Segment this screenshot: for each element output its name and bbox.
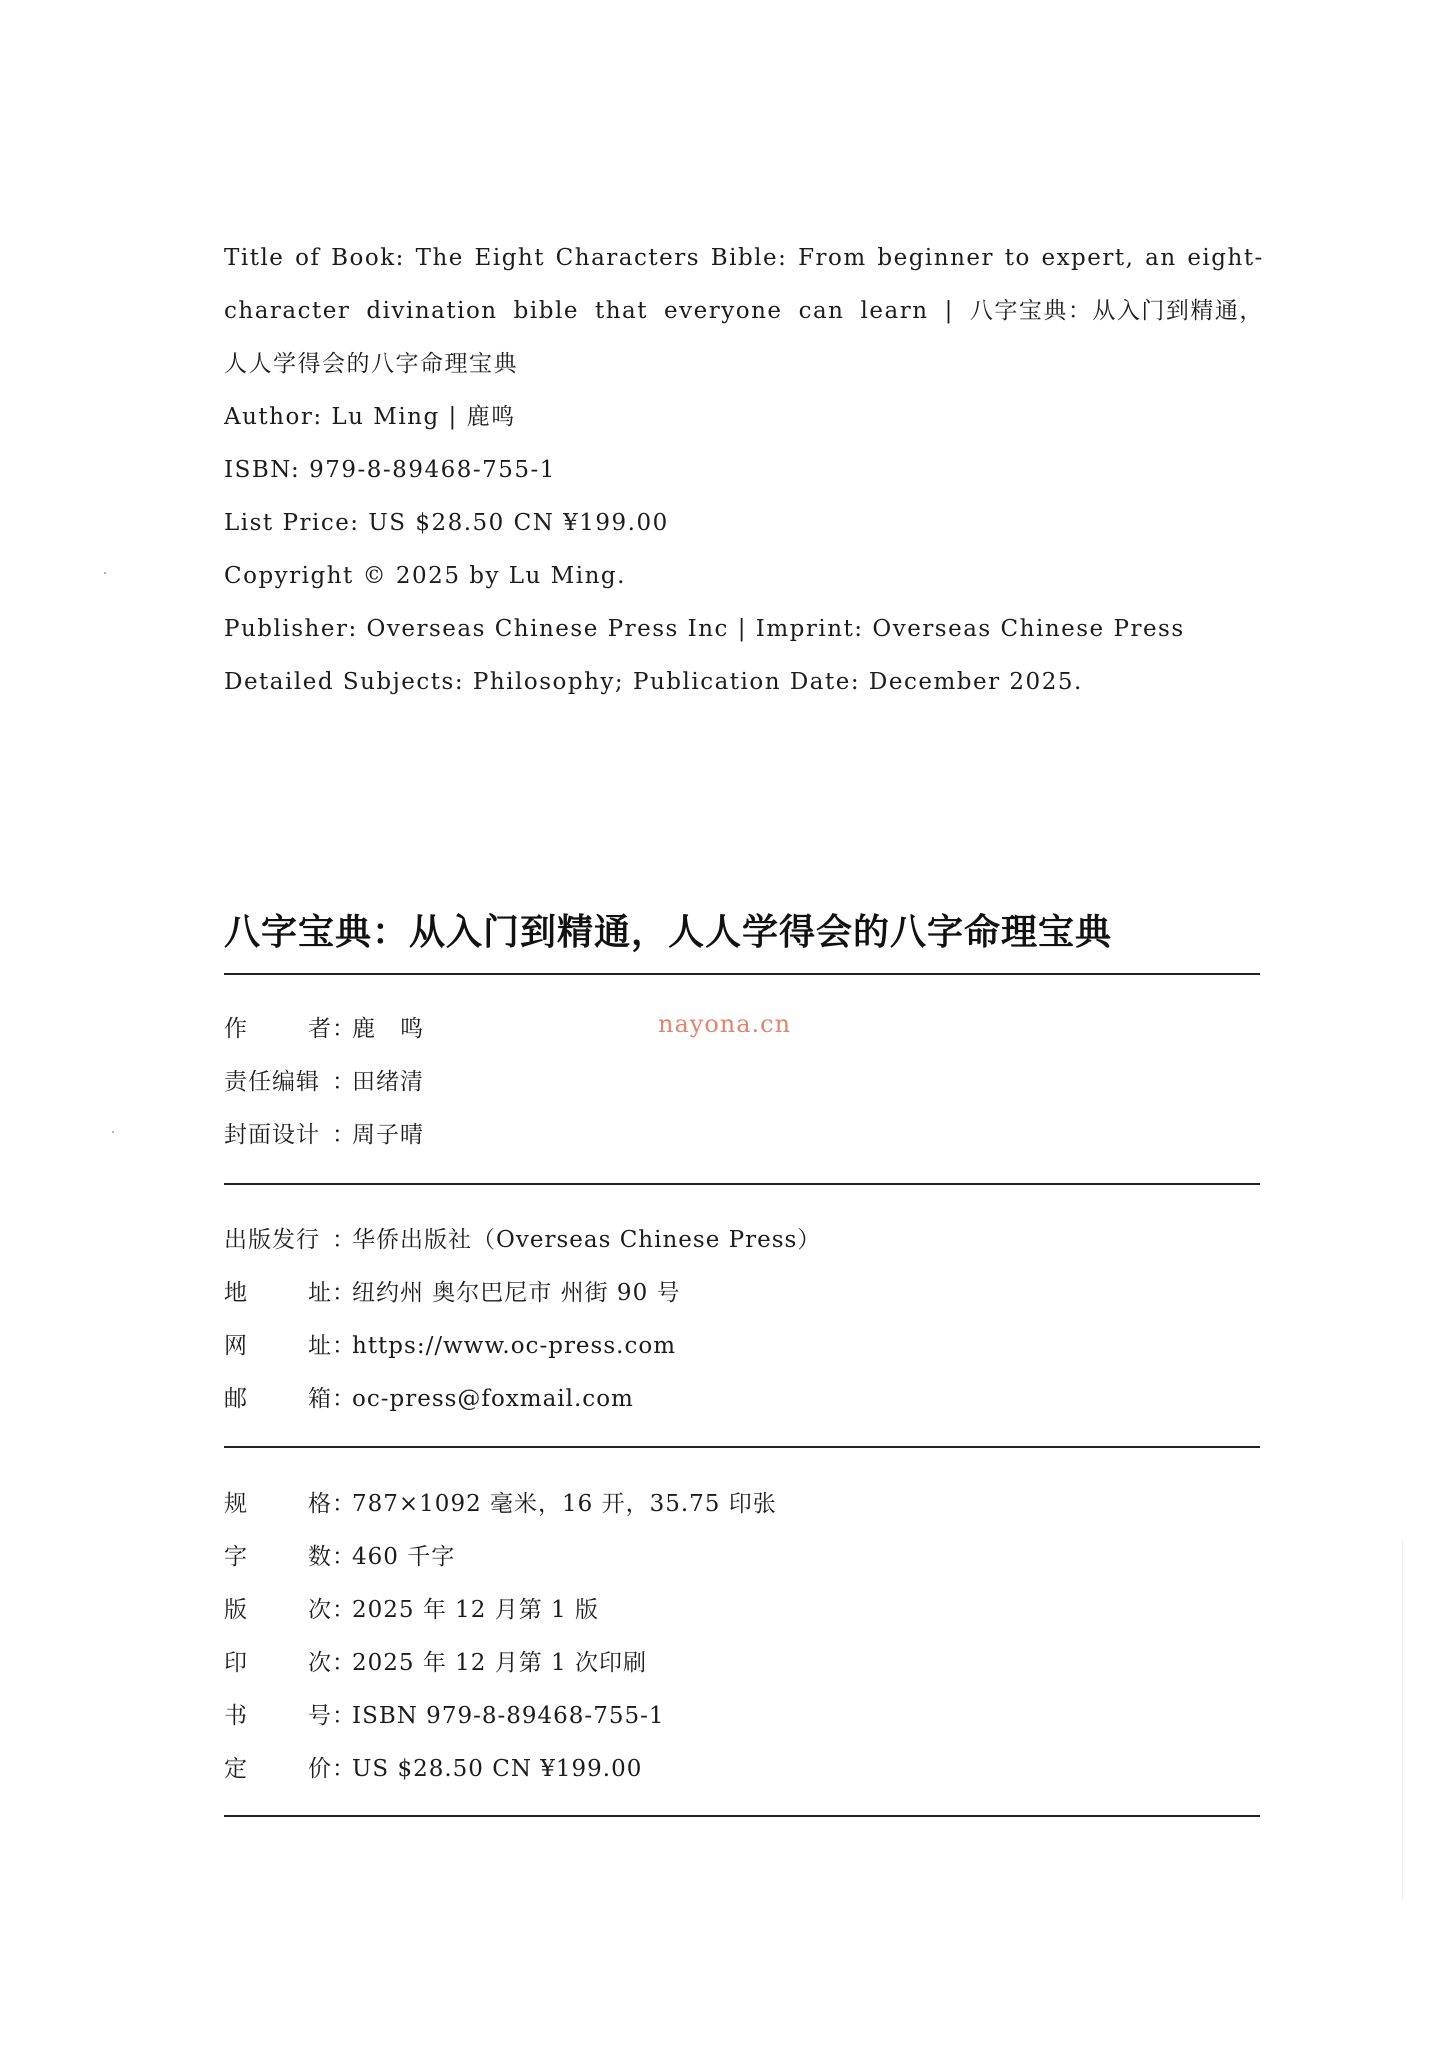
- info-label: [224, 1700, 332, 1732]
- label-char: 号: [308, 1703, 332, 1729]
- scan-speck: [104, 572, 106, 574]
- label-char: 网: [224, 1333, 248, 1359]
- info-row: [224, 1013, 424, 1045]
- info-value: 周子晴: [352, 1122, 424, 1148]
- info-value: oc-press@foxmail.com: [352, 1386, 634, 1412]
- title-word: expert,: [1041, 245, 1135, 271]
- title-line-1: [224, 243, 1264, 296]
- label-char: 邮: [224, 1386, 248, 1412]
- title-line-3: 人人学得会的八字命理宝典: [224, 351, 518, 377]
- title-word: Bible:: [710, 245, 788, 271]
- label-char: 数: [308, 1544, 332, 1570]
- title-word: From: [798, 245, 867, 271]
- info-value: US $28.50 CN ¥199.00: [352, 1756, 643, 1782]
- title-word: Title: [224, 245, 285, 271]
- label-colon: ：: [332, 1016, 355, 1042]
- info-value: ISBN 979-8-89468-755-1: [352, 1703, 665, 1729]
- label-char: 价: [308, 1756, 332, 1782]
- divider-rule: [224, 1183, 1260, 1185]
- title-word: bible: [513, 298, 579, 324]
- label-colon: ：: [332, 1333, 355, 1359]
- divider-rule: [224, 1815, 1260, 1817]
- label-colon: ：: [332, 1280, 355, 1306]
- title-word: character: [224, 298, 351, 324]
- info-row: [224, 1488, 777, 1520]
- title-word: 八字宝典：从入门到精通，: [969, 298, 1264, 324]
- label-char: 地: [224, 1280, 248, 1306]
- info-label: [224, 1277, 332, 1309]
- info-row: [224, 1224, 821, 1256]
- info-row: [224, 1330, 676, 1362]
- label-char: 定: [224, 1756, 248, 1782]
- info-row: [224, 1277, 681, 1309]
- info-value: 787×1092 毫米，16 开，35.75 印张: [352, 1491, 777, 1517]
- info-value: 2025 年 12 月第 1 次印刷: [352, 1650, 647, 1676]
- label-char: 址: [308, 1280, 332, 1306]
- title-word: to: [1004, 245, 1031, 271]
- label-char: 箱: [308, 1386, 332, 1412]
- info-row: [224, 1066, 424, 1098]
- chinese-book-title: 八字宝典：从入门到精通，人人学得会的八字命理宝典: [224, 912, 1113, 953]
- info-label: [224, 1753, 332, 1785]
- label-char: 作: [224, 1016, 248, 1042]
- label-colon: ：: [332, 1650, 355, 1676]
- label-colon: ：: [332, 1756, 355, 1782]
- copyright-line: Copyright © 2025 by Lu Ming.: [224, 563, 626, 589]
- isbn-line: ISBN: 979-8-89468-755-1: [224, 457, 556, 483]
- info-value: 纽约州 奥尔巴尼市 州街 90 号: [352, 1280, 681, 1306]
- info-label: 出版发行: [224, 1227, 320, 1253]
- title-word: |: [944, 298, 954, 324]
- label-colon: ：: [332, 1597, 355, 1623]
- title-word: Eight: [474, 245, 545, 271]
- scan-speck: [112, 1131, 114, 1133]
- watermark-text: nayona.cn: [658, 1010, 792, 1038]
- info-label: [224, 1594, 332, 1626]
- label-char: 字: [224, 1544, 248, 1570]
- info-label: [224, 1647, 332, 1679]
- title-word: learn: [860, 298, 929, 324]
- info-row: [224, 1594, 599, 1626]
- label-char: 址: [308, 1333, 332, 1359]
- divider-rule: [224, 1446, 1260, 1448]
- info-value: 鹿 鸣: [352, 1016, 424, 1042]
- info-label: 封面设计: [224, 1122, 320, 1148]
- list-price-line: List Price: US $28.50 CN ¥199.00: [224, 510, 669, 536]
- label-colon: ：: [332, 1227, 355, 1253]
- label-char: 次: [308, 1597, 332, 1623]
- title-word: that: [594, 298, 648, 324]
- divider-rule: [224, 973, 1260, 975]
- info-label: [224, 1383, 332, 1415]
- title-line-2: [224, 296, 1264, 349]
- title-word: divination: [366, 298, 498, 324]
- info-value: 460 千字: [352, 1544, 456, 1570]
- label-colon: ：: [332, 1544, 355, 1570]
- author-line: Author: Lu Ming | 鹿鸣: [224, 404, 516, 430]
- info-label: [224, 1488, 332, 1520]
- label-char: 次: [308, 1650, 332, 1676]
- label-colon: ：: [332, 1069, 355, 1095]
- english-copyright-block: [224, 243, 1264, 720]
- label-colon: ：: [332, 1491, 355, 1517]
- title-word: beginner: [877, 245, 995, 271]
- title-word: an: [1145, 245, 1177, 271]
- label-char: 格: [308, 1491, 332, 1517]
- info-value: 华侨出版社（Overseas Chinese Press）: [352, 1227, 822, 1253]
- info-label: 责任编辑: [224, 1069, 320, 1095]
- label-colon: ：: [332, 1386, 355, 1412]
- info-label: [224, 1013, 332, 1045]
- info-row: [224, 1119, 424, 1151]
- label-colon: ：: [332, 1122, 355, 1148]
- subjects-line: Detailed Subjects: Philosophy; Publication Date: December 2025.: [224, 669, 1083, 695]
- info-value: https://www.oc-press.com: [352, 1333, 676, 1359]
- info-row: [224, 1647, 647, 1679]
- info-label: [224, 1541, 332, 1573]
- info-row: [224, 1383, 634, 1415]
- label-char: 者: [308, 1016, 332, 1042]
- label-colon: ：: [332, 1703, 355, 1729]
- info-row: [224, 1753, 642, 1785]
- title-word: The: [415, 245, 464, 271]
- info-value: 2025 年 12 月第 1 版: [352, 1597, 599, 1623]
- info-label: [224, 1330, 332, 1362]
- title-word: can: [798, 298, 845, 324]
- label-char: 书: [224, 1703, 248, 1729]
- scan-edge-shadow: [1402, 1540, 1403, 1900]
- publisher-line: Publisher: Overseas Chinese Press Inc | Imprint: Overseas Chinese Press: [224, 616, 1185, 642]
- title-word: Characters: [555, 245, 701, 271]
- info-row: [224, 1700, 665, 1732]
- label-char: 印: [224, 1650, 248, 1676]
- label-char: 规: [224, 1491, 248, 1517]
- title-word: of: [295, 245, 321, 271]
- info-value: 田绪清: [352, 1069, 424, 1095]
- title-word: Book:: [331, 245, 405, 271]
- label-char: 版: [224, 1597, 248, 1623]
- info-row: [224, 1541, 455, 1573]
- title-word: everyone: [664, 298, 783, 324]
- title-word: eight-: [1187, 245, 1264, 271]
